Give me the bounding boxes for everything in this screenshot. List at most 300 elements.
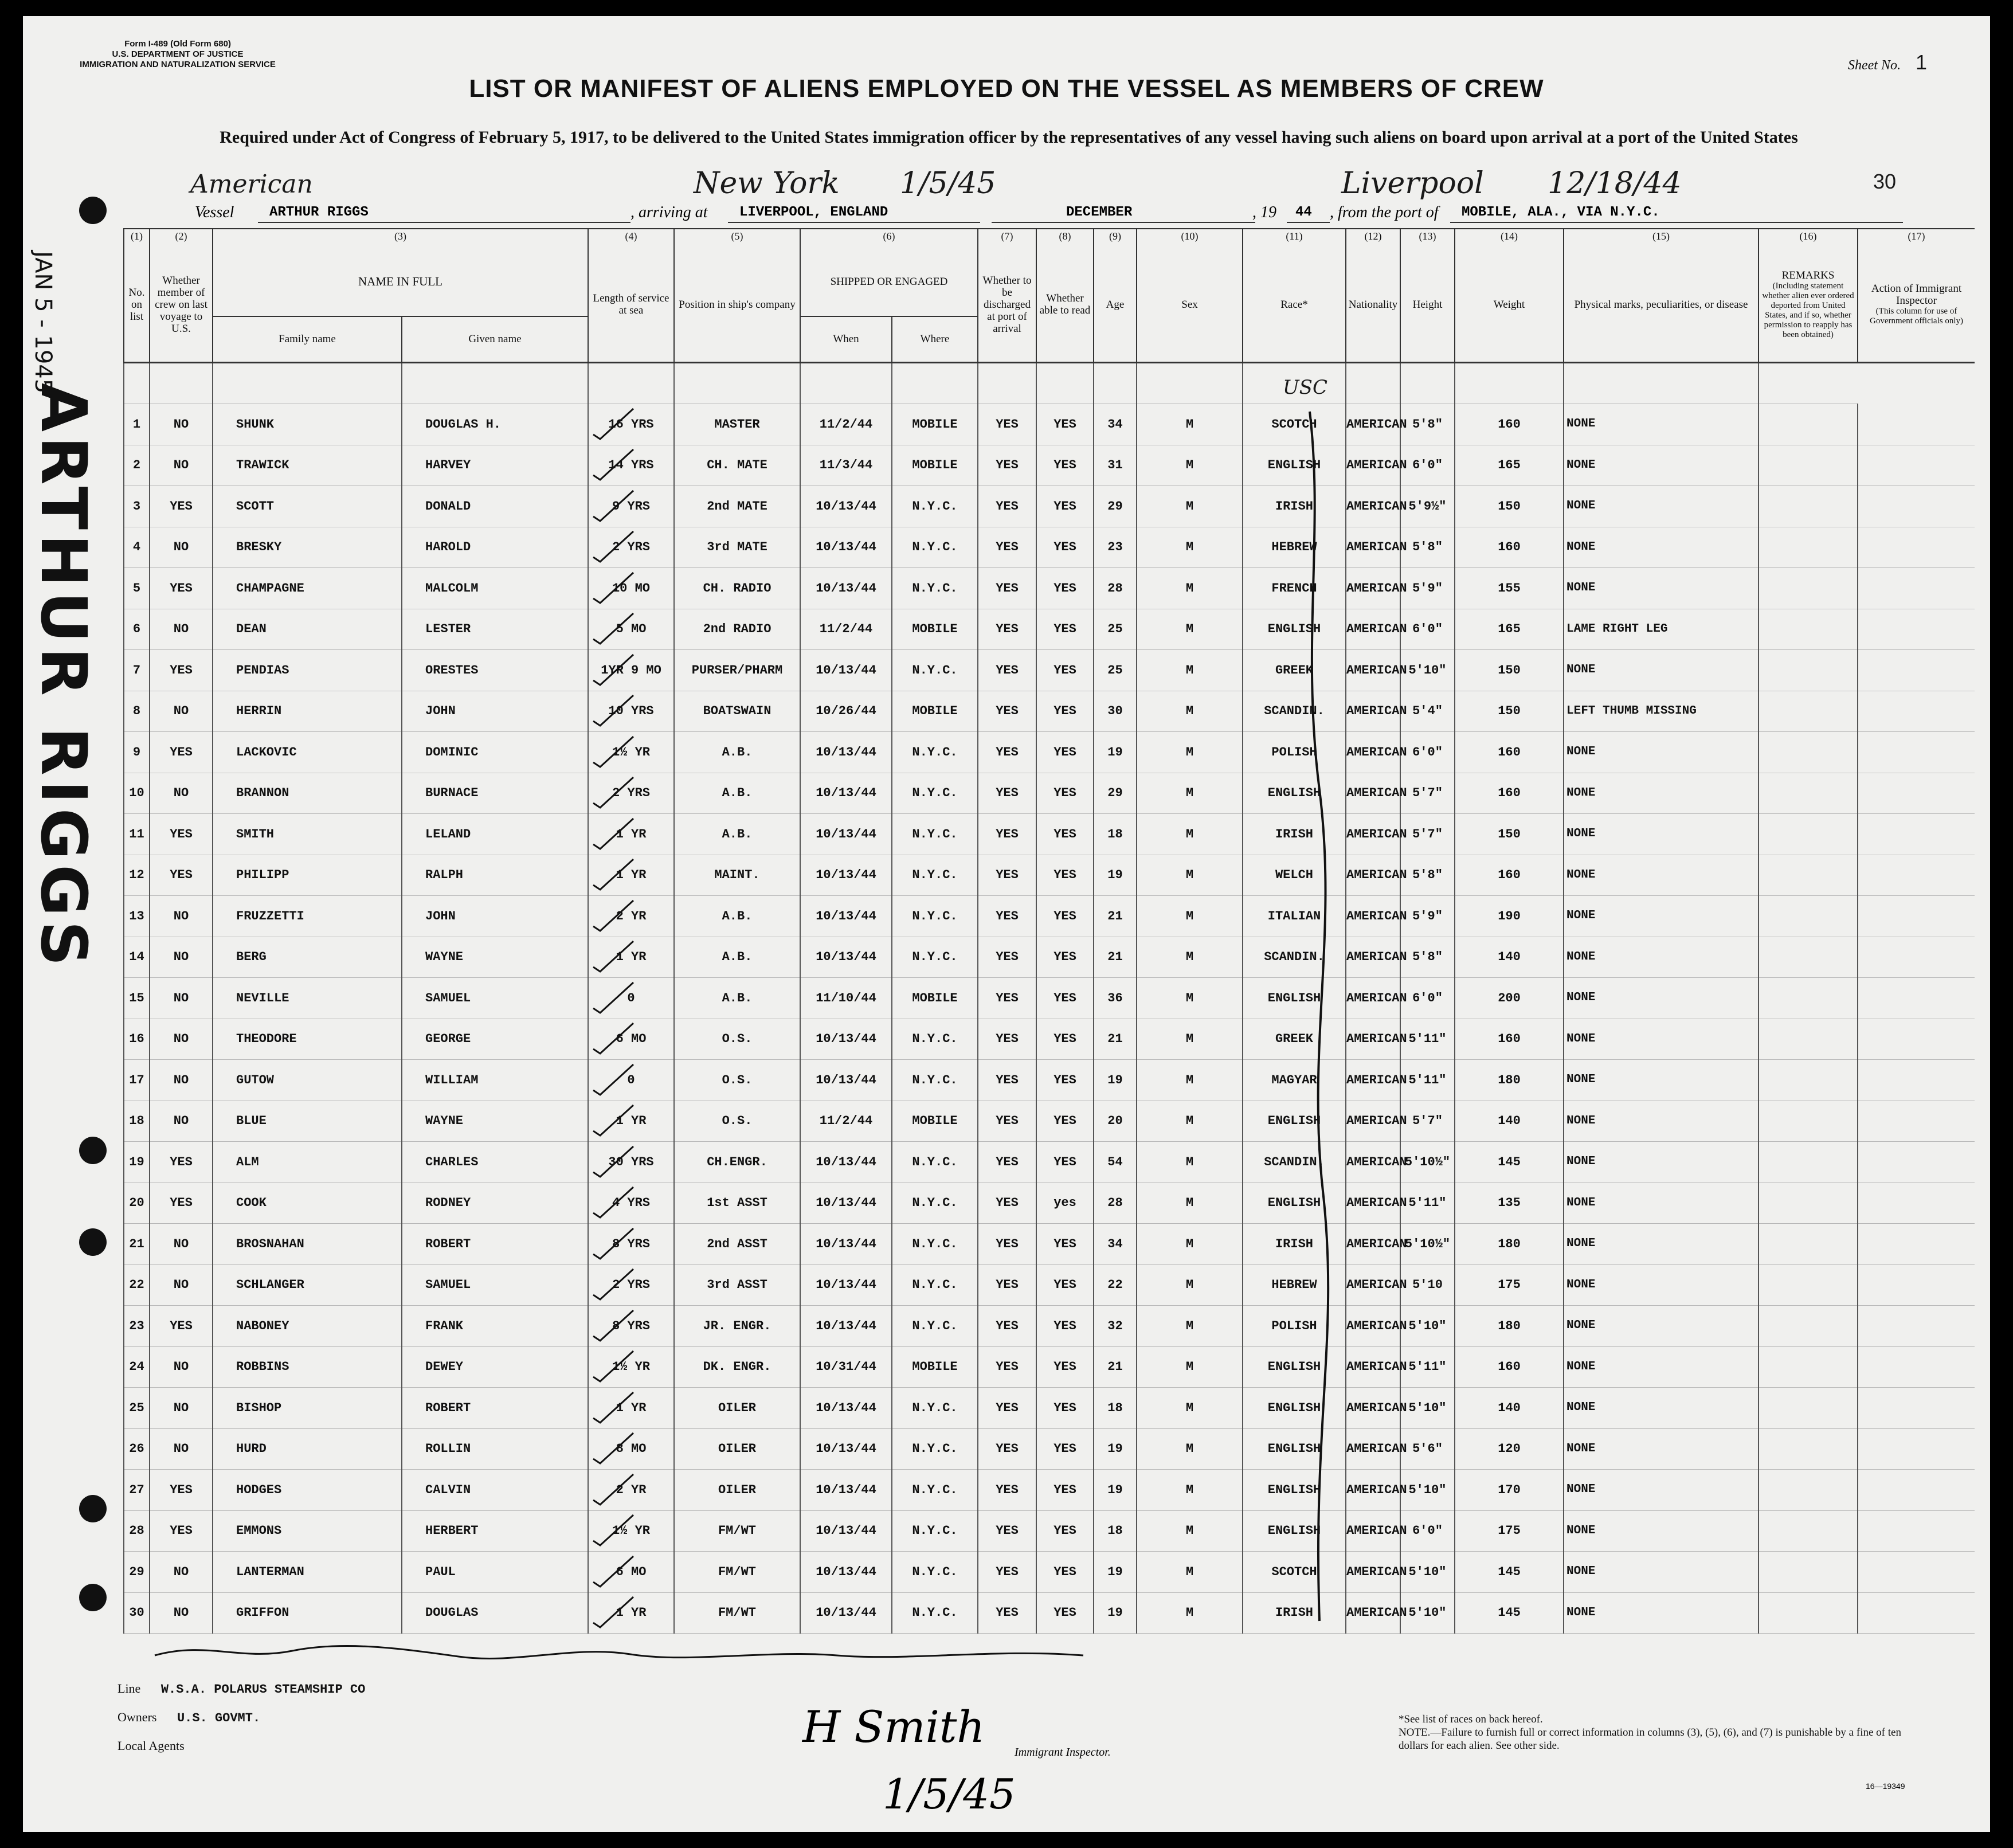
remarks-note: (Including statement whether alien ever ordered deported from United States, and if so, whether permission to reapply has been obtained) [1762,281,1854,339]
shipped-where-cell: MOBILE [892,691,978,732]
able-to-read-cell: YES [1036,404,1094,445]
punch-hole [79,197,107,224]
remarks-cell [1759,855,1858,896]
sex-cell: M [1137,1552,1243,1593]
age-cell: 21 [1094,1346,1137,1388]
weight-cell: 170 [1455,1470,1564,1511]
header-when: When [800,316,892,362]
inspector-action-cell [1858,732,1975,773]
height-cell: 5'11" [1400,1346,1455,1388]
table-row [124,1306,1975,1347]
sex-cell: M [1137,1224,1243,1265]
col-num: (11) [1243,229,1346,248]
remarks-cell [1759,978,1858,1019]
nationality-cell: AMERICAN [1346,1428,1400,1470]
length-of-service-cell: 4 YRS [588,1183,674,1224]
header-nationality: Nationality [1346,248,1400,362]
height-cell: 5'7" [1400,814,1455,855]
family-name-cell: SCHLANGER [213,1264,402,1306]
weight-cell: 140 [1455,1101,1564,1142]
line-label: Line [118,1681,141,1696]
length-of-service-cell: 2 YR [588,896,674,937]
sex-cell: M [1137,773,1243,814]
shipped-when-cell: 10/13/44 [800,1592,892,1634]
age-cell: 31 [1094,445,1137,486]
position-cell: A.B. [674,978,800,1019]
family-name-cell: HODGES [213,1470,402,1511]
weight-cell: 160 [1455,732,1564,773]
sex-cell: M [1137,1470,1243,1511]
height-cell: 6'0" [1400,445,1455,486]
nationality-cell: AMERICAN [1346,404,1400,445]
height-cell: 5'10" [1400,1306,1455,1347]
prior-voyage-cell: NO [150,527,213,568]
remarks-cell [1759,445,1858,486]
age-cell: 21 [1094,937,1137,978]
race-cell: POLISH [1243,1306,1346,1347]
owners-label: Owners [118,1710,157,1724]
to-be-discharged-cell: YES [978,609,1036,650]
race-cell: ENGLISH [1243,609,1346,650]
length-of-service-cell: 2 YR [588,1470,674,1511]
physical-marks-cell: NONE [1564,1552,1759,1593]
weight-cell: 150 [1455,691,1564,732]
position-cell: FM/WT [674,1552,800,1593]
prior-voyage-cell: NO [150,937,213,978]
nationality-cell: AMERICAN [1346,1552,1400,1593]
inspector-action-cell [1858,609,1975,650]
row-number-cell: 13 [124,896,150,937]
race-cell: ENGLISH [1243,1346,1346,1388]
shipped-where-cell: N.Y.C. [892,650,978,691]
prior-voyage-cell: YES [150,1142,213,1183]
height-cell: 6'0" [1400,1510,1455,1552]
prior-voyage-cell: YES [150,1510,213,1552]
row-number-cell: 5 [124,568,150,609]
vessel-name: ARTHUR RIGGS [269,205,369,220]
remarks-cell [1759,1264,1858,1306]
age-cell: 34 [1094,1224,1137,1265]
prior-voyage-cell: NO [150,896,213,937]
position-cell: FM/WT [674,1592,800,1634]
shipped-where-cell: N.Y.C. [892,1552,978,1593]
header-height: Height [1400,248,1455,362]
nationality-cell: AMERICAN [1346,1592,1400,1634]
sex-cell: M [1137,568,1243,609]
nationality-cell: AMERICAN [1346,609,1400,650]
given-name-cell: HAROLD [402,527,588,568]
header-able-read: Whether able to read [1036,248,1094,362]
shipped-when-cell: 11/10/44 [800,978,892,1019]
length-of-service-cell: 2 YRS [588,527,674,568]
prior-voyage-cell: YES [150,732,213,773]
given-name-cell: ROBERT [402,1224,588,1265]
family-name-cell: BLUE [213,1101,402,1142]
position-cell: CH. RADIO [674,568,800,609]
bottom-wavy-line [155,1646,1083,1658]
length-of-service-cell: 0 [588,978,674,1019]
inspector-action-cell [1858,1060,1975,1101]
header-race: Race* [1243,248,1346,362]
remarks-cell [1759,486,1858,527]
table-row [124,937,1975,978]
shipped-when-cell: 10/13/44 [800,937,892,978]
age-cell: 21 [1094,896,1137,937]
family-name-cell: THEODORE [213,1019,402,1060]
shipped-when-cell: 10/26/44 [800,691,892,732]
col-num: (13) [1400,229,1455,248]
shipped-when-cell: 11/2/44 [800,1101,892,1142]
family-name-cell: NABONEY [213,1306,402,1347]
shipped-when-cell: 10/13/44 [800,773,892,814]
remarks-cell [1759,404,1858,445]
position-cell: 3rd ASST [674,1264,800,1306]
row-number-cell: 6 [124,609,150,650]
able-to-read-cell: YES [1036,1060,1094,1101]
height-cell: 5'8" [1400,404,1455,445]
col-num: (2) [150,229,213,248]
weight-cell: 180 [1455,1224,1564,1265]
sex-cell: M [1137,527,1243,568]
age-cell: 29 [1094,773,1137,814]
family-name-cell: HURD [213,1428,402,1470]
position-cell: CH.ENGR. [674,1142,800,1183]
sex-cell: M [1137,1306,1243,1347]
inspector-action-cell [1858,527,1975,568]
shipped-when-cell: 10/13/44 [800,1183,892,1224]
nationality-cell: AMERICAN [1346,1060,1400,1101]
position-cell: 2nd ASST [674,1224,800,1265]
sex-cell: M [1137,1142,1243,1183]
position-cell: O.S. [674,1019,800,1060]
given-name-cell: SAMUEL [402,1264,588,1306]
family-name-cell: PENDIAS [213,650,402,691]
to-be-discharged-cell: YES [978,1306,1036,1347]
race-cell: ENGLISH [1243,1428,1346,1470]
table-row [124,814,1975,855]
family-name-cell: SCOTT [213,486,402,527]
length-of-service-cell: 9 YRS [588,486,674,527]
position-cell: JR. ENGR. [674,1306,800,1347]
table-row [124,773,1975,814]
able-to-read-cell: YES [1036,568,1094,609]
length-of-service-cell: 1 YR [588,814,674,855]
punch-hole [79,1137,107,1164]
weight-cell: 150 [1455,650,1564,691]
position-cell: 3rd MATE [674,527,800,568]
inspector-action-cell [1858,1388,1975,1429]
nationality-cell: AMERICAN [1346,773,1400,814]
height-cell: 5'8" [1400,527,1455,568]
physical-marks-cell: NONE [1564,650,1759,691]
remarks-cell [1759,1306,1858,1347]
to-be-discharged-cell: YES [978,691,1036,732]
height-cell: 5'11" [1400,1060,1455,1101]
table-row [124,855,1975,896]
shipped-where-cell: N.Y.C. [892,568,978,609]
line-field [118,1681,365,1697]
to-be-discharged-cell: YES [978,1552,1036,1593]
inspector-action-cell [1858,773,1975,814]
given-name-cell: MALCOLM [402,568,588,609]
able-to-read-cell: YES [1036,1388,1094,1429]
shipped-where-cell: N.Y.C. [892,1142,978,1183]
handwritten-arrival-date: 1/5/45 [900,166,996,201]
sex-cell: M [1137,1183,1243,1224]
sex-cell: M [1137,445,1243,486]
nationality-cell: AMERICAN [1346,1470,1400,1511]
prior-voyage-cell: NO [150,1346,213,1388]
race-cell: IRISH [1243,1592,1346,1634]
race-cell: IRISH [1243,1224,1346,1265]
height-cell: 5'10" [1400,1552,1455,1593]
header-given-name: Given name [402,316,588,362]
race-cell: POLISH [1243,732,1346,773]
age-cell: 23 [1094,527,1137,568]
shipped-when-cell: 10/13/44 [800,1019,892,1060]
header-length-service: Length of service at sea [588,248,674,362]
table-row [124,609,1975,650]
shipped-when-cell: 10/13/44 [800,650,892,691]
col-num: (10) [1137,229,1243,248]
sex-cell: M [1137,1264,1243,1306]
table-row [124,896,1975,937]
height-cell: 5'10½" [1400,1224,1455,1265]
inspector-action-cell [1858,1346,1975,1388]
race-cell: ENGLISH [1243,1388,1346,1429]
able-to-read-cell: YES [1036,1142,1094,1183]
prior-voyage-cell: YES [150,568,213,609]
to-be-discharged-cell: YES [978,1346,1036,1388]
able-to-read-cell: YES [1036,978,1094,1019]
weight-cell: 145 [1455,1552,1564,1593]
height-cell: 5'9" [1400,896,1455,937]
age-cell: 25 [1094,650,1137,691]
given-name-cell: JOHN [402,691,588,732]
shipped-when-cell: 10/13/44 [800,1470,892,1511]
prior-voyage-cell: NO [150,691,213,732]
col-num: (4) [588,229,674,248]
arrival-year: 44 [1295,205,1312,220]
height-cell: 5'10" [1400,1470,1455,1511]
header-age: Age [1094,248,1137,362]
owners-field [118,1710,260,1725]
col-num: (7) [978,229,1036,248]
given-name-cell: FRANK [402,1306,588,1347]
inspector-action-cell [1858,1264,1975,1306]
prior-voyage-cell: NO [150,1060,213,1101]
able-to-read-cell: YES [1036,1101,1094,1142]
table-row [124,1592,1975,1634]
inspector-action-cell [1858,896,1975,937]
footer-notes [1399,1713,1914,1752]
sheet-number [1848,50,1927,75]
given-name-cell: WAYNE [402,1101,588,1142]
remarks-cell [1759,1510,1858,1552]
remarks-cell [1759,1101,1858,1142]
age-cell: 19 [1094,1060,1137,1101]
owners-value: U.S. GOVMT. [177,1711,261,1725]
to-be-discharged-cell: YES [978,1224,1036,1265]
length-of-service-cell: 6 MO [588,1019,674,1060]
table-row [124,732,1975,773]
given-name-cell: HARVEY [402,445,588,486]
agents-label: Local Agents [118,1739,185,1753]
weight-cell: 160 [1455,855,1564,896]
weight-cell: 140 [1455,937,1564,978]
family-name-cell: ALM [213,1142,402,1183]
position-cell: MASTER [674,404,800,445]
length-of-service-cell: 5 MO [588,609,674,650]
agents-field [118,1739,185,1753]
prior-voyage-cell: NO [150,978,213,1019]
height-cell: 5'10" [1400,1592,1455,1634]
header-weight: Weight [1455,248,1564,362]
family-name-cell: GRIFFON [213,1592,402,1634]
physical-marks-cell: NONE [1564,1346,1759,1388]
inspector-action-cell [1858,1510,1975,1552]
inspector-action-cell [1858,1470,1975,1511]
prior-voyage-cell: NO [150,445,213,486]
shipped-where-cell: N.Y.C. [892,1264,978,1306]
given-name-cell: DOMINIC [402,732,588,773]
age-cell: 18 [1094,1510,1137,1552]
family-name-cell: ROBBINS [213,1346,402,1388]
age-cell: 28 [1094,568,1137,609]
shipped-where-cell: N.Y.C. [892,1388,978,1429]
given-name-cell: DOUGLAS [402,1592,588,1634]
position-cell: 1st ASST [674,1183,800,1224]
shipped-when-cell: 10/13/44 [800,568,892,609]
given-name-cell: HERBERT [402,1510,588,1552]
family-name-cell: BROSNAHAN [213,1224,402,1265]
given-name-cell: ROLLIN [402,1428,588,1470]
inspector-action-cell [1858,1142,1975,1183]
prior-voyage-cell: NO [150,1019,213,1060]
shipped-where-cell: N.Y.C. [892,896,978,937]
length-of-service-cell: 2 YRS [588,773,674,814]
length-of-service-cell: 10 YRS [588,691,674,732]
shipped-where-cell: MOBILE [892,445,978,486]
to-be-discharged-cell: YES [978,568,1036,609]
family-name-cell: NEVILLE [213,978,402,1019]
length-of-service-cell: 16 YRS [588,404,674,445]
length-of-service-cell: 10 MO [588,568,674,609]
position-cell: OILER [674,1428,800,1470]
row-number-cell: 23 [124,1306,150,1347]
family-name-cell: CHAMPAGNE [213,568,402,609]
nationality-cell: AMERICAN [1346,1224,1400,1265]
given-name-cell: DEWEY [402,1346,588,1388]
race-cell: ENGLISH [1243,1183,1346,1224]
race-cell: GREEK [1243,650,1346,691]
height-cell: 6'0" [1400,978,1455,1019]
given-name-cell: SAMUEL [402,978,588,1019]
table-row [124,1142,1975,1183]
shipped-where-cell: N.Y.C. [892,1060,978,1101]
to-be-discharged-cell: YES [978,1019,1036,1060]
service-name: IMMIGRATION AND NATURALIZATION SERVICE [80,60,276,69]
physical-marks-cell: NONE [1564,732,1759,773]
inspector-action-cell [1858,486,1975,527]
height-cell: 5'11" [1400,1183,1455,1224]
form-number: Form I-489 (Old Form 680) [124,39,231,49]
remarks-cell [1759,650,1858,691]
physical-marks-cell: NONE [1564,1183,1759,1224]
able-to-read-cell: YES [1036,1552,1094,1593]
to-be-discharged-cell: YES [978,486,1036,527]
prior-voyage-cell: YES [150,1183,213,1224]
inspector-action-cell [1858,1428,1975,1470]
length-of-service-cell: 1½ YR [588,732,674,773]
col-num: (6) [800,229,978,248]
to-be-discharged-cell: YES [978,1510,1036,1552]
header-name-in-full: NAME IN FULL [213,248,588,316]
row-number-cell: 4 [124,527,150,568]
race-cell: SCOTCH [1243,1552,1346,1593]
nationality-cell: AMERICAN [1346,691,1400,732]
row-number-cell: 26 [124,1428,150,1470]
prior-voyage-cell: YES [150,486,213,527]
inspector-action-cell [1858,404,1975,445]
position-cell: 2nd MATE [674,486,800,527]
col-num: (14) [1455,229,1564,248]
position-cell: A.B. [674,773,800,814]
prior-voyage-cell: YES [150,814,213,855]
position-cell: CH. MATE [674,445,800,486]
row-number-cell: 18 [124,1101,150,1142]
table-row [124,1019,1975,1060]
length-of-service-cell: 1½ YR [588,1346,674,1388]
shipped-where-cell: MOBILE [892,1346,978,1388]
height-cell: 5'9½" [1400,486,1455,527]
able-to-read-cell: YES [1036,1224,1094,1265]
given-name-cell: RALPH [402,855,588,896]
age-cell: 18 [1094,1388,1137,1429]
table-row [124,1101,1975,1142]
row-number-cell: 19 [124,1142,150,1183]
able-to-read-cell: YES [1036,609,1094,650]
remarks-cell [1759,1346,1858,1388]
family-name-cell: BISHOP [213,1388,402,1429]
physical-marks-cell: NONE [1564,1101,1759,1142]
physical-marks-cell: LEFT THUMB MISSING [1564,691,1759,732]
nationality-cell: AMERICAN [1346,486,1400,527]
inspector-action-cell [1858,445,1975,486]
age-cell: 25 [1094,609,1137,650]
inspector-action-cell [1858,1552,1975,1593]
length-of-service-cell: 6 MO [588,1552,674,1593]
header-no-on-list: No. on list [124,248,150,362]
remarks-cell [1759,1019,1858,1060]
header-physical-marks: Physical marks, peculiarities, or disease [1564,248,1759,362]
remarks-cell [1759,691,1858,732]
inspector-action-cell [1858,650,1975,691]
age-cell: 18 [1094,814,1137,855]
age-cell: 19 [1094,1428,1137,1470]
to-be-discharged-cell: YES [978,814,1036,855]
shipped-when-cell: 10/13/44 [800,486,892,527]
age-cell: 34 [1094,404,1137,445]
row-number-cell: 29 [124,1552,150,1593]
remarks-cell [1759,1060,1858,1101]
prior-voyage-cell: NO [150,609,213,650]
inspector-action-cell [1858,691,1975,732]
height-cell: 5'10½" [1400,1142,1455,1183]
vessel-label: Vessel [195,203,234,221]
physical-marks-cell: NONE [1564,1470,1759,1511]
position-cell: A.B. [674,732,800,773]
